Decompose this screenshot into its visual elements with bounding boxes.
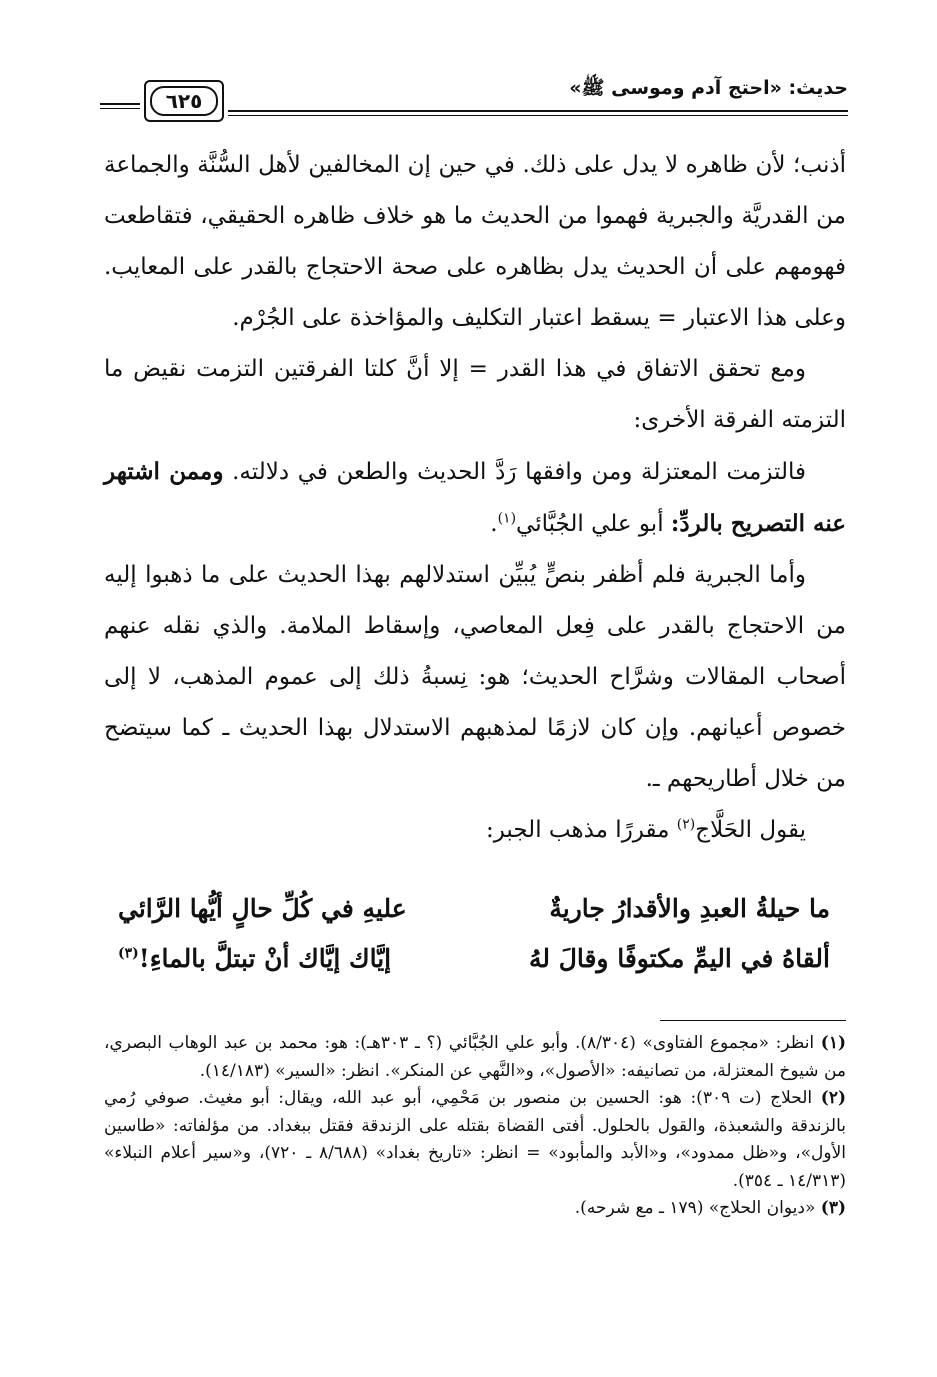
paragraph-3-end: .: [490, 511, 498, 537]
footnote-3-text: «ديوان الحلاج» (١٧٩ ـ مع شرحه).: [574, 1198, 816, 1218]
header-rule-thin: [228, 115, 848, 116]
paragraph-3-name: أبو علي الجُبَّائي: [516, 511, 664, 537]
verse-2: [118, 934, 830, 984]
verse-2-second-hemistich: [118, 934, 458, 984]
footnote-2: [104, 1085, 846, 1195]
footnote-ref-2[interactable]: (٢): [676, 816, 696, 833]
footnote-2-text: الحلاج (ت ٣٠٩): هو: الحسين بن منصور بن مَحْمِي، أبو عبد الله، ويقال: أبو مغيث. صوفي رُمي بالزندقة والشعبذة، والقول بالحلول. أفتى القضاة بقتله على الزندقة فقتل ببغداد. من مؤلفاته: «طاسين الأول»، و«ظل ممدود»، و«الأبد والمأبود» = انظر: «تاريخ بغداد» (٨/٦٨٨ ـ ٧٢٠)، و«سير أعلام النبلاء» (١٤/٣١٣ ـ ٣٥٤).: [104, 1088, 846, 1191]
footnote-ref-3[interactable]: (٣): [118, 945, 139, 962]
main-text: [104, 140, 846, 856]
footnote-3-mark: (٣): [820, 1198, 846, 1218]
footnote-1-mark: (١): [820, 1033, 847, 1053]
paragraph-5-a: يقول الحَلَّاج: [695, 817, 806, 843]
paragraph-3-text: فالتزمت المعتزلة ومن وافقها رَدَّ الحديث والطعن في دلالته.: [232, 459, 806, 485]
paragraph-1: أذنب؛ لأن ظاهره لا يدل على ذلك. في حين إن المخالفين لأهل السُّنَّة والجماعة من القدريَّة والجبرية فهموا من الحديث ما هو خلاف ظاهره الحقيقي، فتقاطعت فهومهم على أن الحديث يدل بظاهره على صحة الاحتجاج بالقدر على المعايب. وعلى هذا الاعتبار = يسقط اعتبار التكليف والمؤاخذة على الجُرْم.: [104, 152, 846, 331]
verse-1: [118, 884, 830, 934]
footnote-1: [104, 1030, 846, 1085]
paragraph-5-b: مقررًا مذهب الجبر:: [485, 817, 670, 843]
page-header: [100, 70, 848, 130]
footnote-1-text: انظر: «مجموع الفتاوى» (٨/٣٠٤). وأبو علي الجُبَّائي (؟ ـ ٣٠٣هـ): هو: محمد بن عبد الوهاب البصري، من شيوخ المعتزلة، من تصانيفه: «الأصول»، و«النَّهي عن المنكر». انظر: «السير» (١٤/١٨٣).: [104, 1033, 846, 1081]
header-left-rule: [100, 103, 140, 105]
poetry-block: [118, 884, 830, 984]
footnote-ref-1[interactable]: (١): [497, 510, 517, 527]
running-title: حديث: «احتج آدم وموسى ﷺ»: [569, 77, 848, 99]
verse-2-first-hemistich: ألقاهُ في اليمِّ مكتوفًا وقالَ لهُ: [528, 944, 830, 973]
verse-2-second-text: إيَّاك إيَّاك أنْ تبتلَّ بالماءِ!: [138, 944, 392, 973]
header-rule: [228, 110, 848, 112]
paragraph-4: وأما الجبرية فلم أظفر بنصٍّ يُبيِّن استدلالهم بهذا الحديث على ما ذهبوا إليه من الاحتجاج بالقدر على فِعل المعاصي، وإسقاط الملامة. والذي نقله عنهم أصحاب المقالات وشرَّاح الحديث؛ هو: نِسبةُ ذلك إلى عموم المذهب، لا إلى خصوص أعيانهم. وإن كان لازمًا لمذهبهم الاستدلال بهذا الحديث ـ كما سيتضح من خلال أطاريحهم ـ.: [104, 562, 846, 792]
page-number-frame: [144, 80, 224, 122]
paragraph-2: ومع تحقق الاتفاق في هذا القدر = إلا أنَّ كلتا الفرقتين التزمت نقيض ما التزمته الفرقة الأخرى:: [104, 356, 846, 433]
header-left-rule-thin: [100, 108, 140, 109]
paragraph-3: [104, 446, 846, 550]
paragraph-5: [104, 805, 846, 856]
footnote-separator: [660, 1020, 846, 1021]
footnote-2-mark: (٢): [820, 1088, 847, 1108]
page-number: ٦٢٥: [150, 86, 218, 116]
verse-1-second-hemistich: عليهِ في كُلِّ حالٍ أيُّها الرَّائي: [118, 894, 407, 923]
footnotes: [104, 1030, 846, 1223]
footnote-3: [104, 1195, 846, 1223]
verse-1-first-hemistich: ما حيلةُ العبدِ والأقدارُ جاريةٌ: [549, 894, 830, 923]
paragraph-3-bold: وممن اشتهر عنه التصريح بالردِّ:: [104, 458, 846, 537]
